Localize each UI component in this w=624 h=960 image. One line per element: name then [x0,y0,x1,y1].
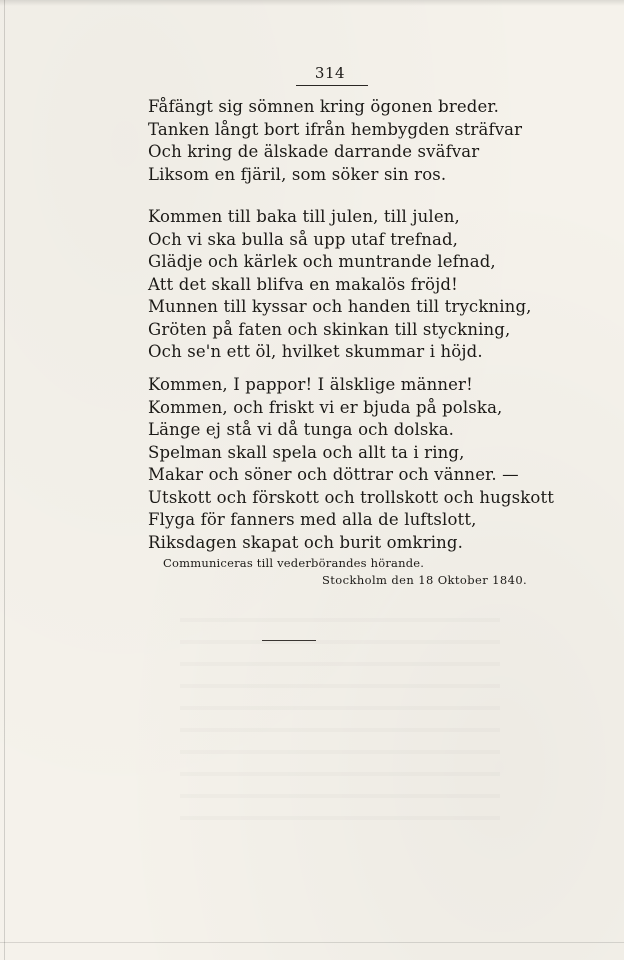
poem-line: Fåfängt sig sömnen kring ögonen breder. [148,97,500,116]
poem-line: Utskott och förskott och trollskott och hugskott [148,487,555,507]
poem-line: Gröten på faten och skinkan till styckning, [148,319,511,339]
poem-line: Kommen, I pappor! I älsklige männer! [148,375,473,394]
poem-line: Länge ej stå vi då tunga och dolska. [148,420,455,439]
poem-line: Och kring de älskade darrande sväfvar [148,142,480,161]
poem-line: Riksdagen skapat och burit omkring. [148,532,464,552]
poem-line: Tanken långt bort ifrån hembygden sträfvar [148,119,523,139]
poem-line: Glädje och kärlek och muntrande lefnad, [148,252,496,271]
page-top-edge [0,0,624,6]
poem-line: Makar och söner och döttrar och vänner. — [148,465,519,484]
page-bottom-edge [0,942,624,943]
stanza-1 [148,96,548,186]
stanza-3 [148,374,555,554]
stanza-2 [148,206,548,364]
poem-line: Flyga för fanners med alla de luftslott, [148,510,477,529]
page-left-edge [4,0,5,960]
poem-line: Kommen till baka till julen, till julen, [148,207,460,226]
poem-line: Att det skall blifva en makalös fröjd! [148,274,458,294]
poem-line: Och se'n ett öl, hvilket skummar i höjd. [148,342,483,361]
communication-note: Communiceras till vederbörandes hörande. [163,556,425,570]
place-date-line: Stockholm den 18 Oktober 1840. [322,573,528,587]
poem-line: Och vi ska bulla så upp utaf trefnad, [148,229,459,249]
poem-line: Spelman skall spela och allt ta i ring, [148,442,465,462]
poem-line: Liksom en fjäril, som söker sin ros. [148,164,447,184]
page-number-rule [296,85,368,86]
poem-line: Munnen till kyssar och handen till tryckning, [148,297,532,316]
page-number: 314 [314,64,346,82]
poem-line: Kommen, och friskt vi er bjuda på polska, [148,397,503,417]
show-through-texture [180,600,500,830]
